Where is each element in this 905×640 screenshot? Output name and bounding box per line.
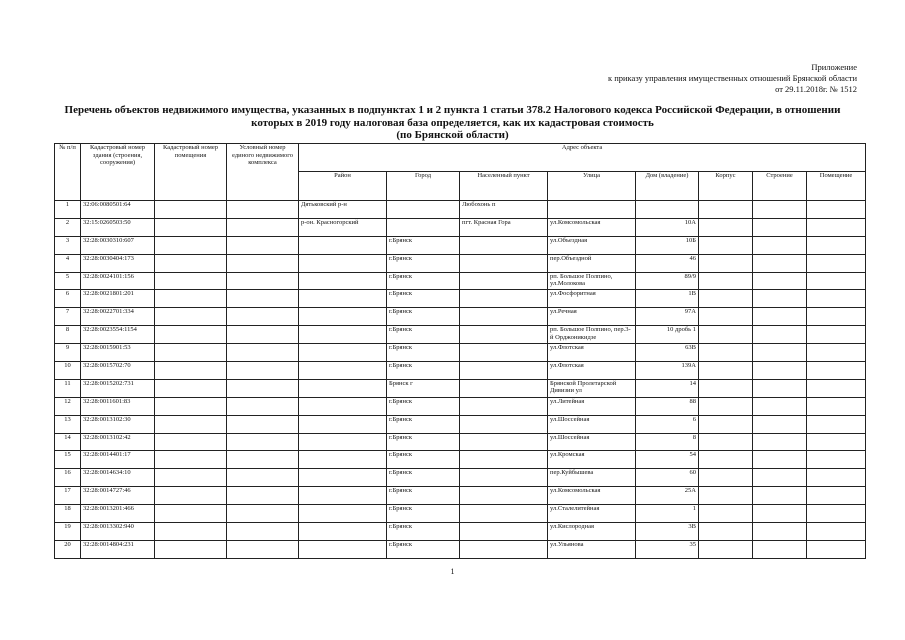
cell-building (753, 362, 807, 380)
cell-district (299, 415, 387, 433)
cell-building (753, 451, 807, 469)
cell-settlement (460, 272, 548, 290)
cell-num: 8 (55, 326, 81, 344)
cell-settlement (460, 290, 548, 308)
table-row (55, 201, 866, 219)
cell-city: г.Брянск (387, 344, 460, 362)
cell-settlement (460, 326, 548, 344)
cell-korpus (699, 290, 753, 308)
cell-room (807, 505, 866, 523)
title-line-3: (по Брянской области) (396, 129, 509, 141)
cell-city: г.Брянск (387, 505, 460, 523)
cell-num: 13 (55, 415, 81, 433)
cell-cad-building: 32:28:0022701:334 (81, 308, 155, 326)
cell-cad-room (155, 290, 227, 308)
document-title (40, 104, 865, 142)
cell-cond-number (227, 201, 299, 219)
cell-settlement (460, 487, 548, 505)
cell-korpus (699, 272, 753, 290)
cell-district (299, 236, 387, 254)
cell-cad-room (155, 254, 227, 272)
cell-street: рп. Большое Полпино, пер.3-й Орджоникидзе (548, 326, 636, 344)
cell-district (299, 362, 387, 380)
cell-cad-building: 32:28:0014727:46 (81, 487, 155, 505)
cell-cad-building: 32:28:0014634:10 (81, 469, 155, 487)
cell-cad-room (155, 236, 227, 254)
cell-house: 8 (636, 433, 699, 451)
cell-num: 2 (55, 218, 81, 236)
cell-korpus (699, 451, 753, 469)
cell-cad-room (155, 272, 227, 290)
cell-cond-number (227, 236, 299, 254)
col-settlement-header: Населенный пункт (460, 172, 548, 201)
cell-korpus (699, 326, 753, 344)
cell-room (807, 254, 866, 272)
cell-building (753, 326, 807, 344)
cell-city: г.Брянск (387, 254, 460, 272)
cell-room (807, 272, 866, 290)
cell-house: 14 (636, 379, 699, 397)
cell-cad-building: 32:28:0013302:940 (81, 523, 155, 541)
cell-street: ул.Ульянова (548, 540, 636, 558)
cell-room (807, 433, 866, 451)
cell-korpus (699, 236, 753, 254)
cell-cad-building: 32:28:0023554:1154 (81, 326, 155, 344)
cell-district (299, 379, 387, 397)
cell-district (299, 487, 387, 505)
cell-city: г.Брянск (387, 272, 460, 290)
cell-street: ул.Кислородная (548, 523, 636, 541)
cell-street: ул.Шоссейная (548, 433, 636, 451)
cell-building (753, 433, 807, 451)
cell-cad-room (155, 362, 227, 380)
cell-district (299, 344, 387, 362)
cell-building (753, 487, 807, 505)
cell-korpus (699, 487, 753, 505)
cell-city: г.Брянск (387, 487, 460, 505)
cell-building (753, 469, 807, 487)
cell-num: 9 (55, 344, 81, 362)
cell-korpus (699, 523, 753, 541)
cell-building (753, 415, 807, 433)
cell-cad-room (155, 308, 227, 326)
table-row (55, 540, 866, 558)
cell-cad-building: 32:28:0030404:173 (81, 254, 155, 272)
cell-house: 46 (636, 254, 699, 272)
table-row (55, 236, 866, 254)
cell-cond-number (227, 379, 299, 397)
cell-district: Дятьковский р-н (299, 201, 387, 219)
cell-settlement (460, 505, 548, 523)
cell-building (753, 272, 807, 290)
cell-cond-number (227, 505, 299, 523)
cell-district (299, 254, 387, 272)
cell-cond-number (227, 469, 299, 487)
cell-district (299, 505, 387, 523)
cell-cad-building: 32:28:0014804:231 (81, 540, 155, 558)
table-row (55, 290, 866, 308)
col-district-header: Район (299, 172, 387, 201)
cell-num: 5 (55, 272, 81, 290)
cell-korpus (699, 505, 753, 523)
col-korpus-header: Корпус (699, 172, 753, 201)
cell-house: 6 (636, 415, 699, 433)
cell-district (299, 433, 387, 451)
cell-room (807, 236, 866, 254)
cell-house: 63В (636, 344, 699, 362)
cell-num: 6 (55, 290, 81, 308)
cell-room (807, 308, 866, 326)
cell-street: ул.Флотская (548, 362, 636, 380)
cell-cond-number (227, 362, 299, 380)
cell-settlement (460, 362, 548, 380)
cell-room (807, 540, 866, 558)
cell-room (807, 218, 866, 236)
cell-settlement (460, 344, 548, 362)
cell-street: ул.Шоссейная (548, 415, 636, 433)
cell-cond-number (227, 290, 299, 308)
cell-room (807, 451, 866, 469)
cell-house: 1В (636, 290, 699, 308)
order-reference (608, 62, 857, 95)
cell-cad-room (155, 201, 227, 219)
cell-district (299, 451, 387, 469)
cell-settlement (460, 451, 548, 469)
cell-street: ул.Речная (548, 308, 636, 326)
cell-settlement (460, 540, 548, 558)
cell-house: 97А (636, 308, 699, 326)
cell-cad-room (155, 469, 227, 487)
cell-cad-room (155, 451, 227, 469)
cell-cond-number (227, 523, 299, 541)
cell-cad-building: 32:28:0015901:53 (81, 344, 155, 362)
cell-num: 1 (55, 201, 81, 219)
cell-district (299, 469, 387, 487)
cell-cad-room (155, 540, 227, 558)
cell-street: ул.Комсомольская (548, 487, 636, 505)
cell-city (387, 201, 460, 219)
col-cad-building-header: Кадастровый номер здания (строения, сооружения) (81, 144, 155, 201)
cell-cad-building: 32:28:0011601:83 (81, 397, 155, 415)
table-row (55, 415, 866, 433)
table-row (55, 451, 866, 469)
cell-cad-room (155, 523, 227, 541)
cell-num: 15 (55, 451, 81, 469)
cell-district (299, 308, 387, 326)
cell-num: 3 (55, 236, 81, 254)
cell-street: ул.Комсомольская (548, 218, 636, 236)
cell-cad-room (155, 344, 227, 362)
order-date-number: от 29.11.2018г. № 1512 (775, 84, 857, 94)
cell-house: 54 (636, 451, 699, 469)
cell-city: г.Брянск (387, 433, 460, 451)
cell-district (299, 397, 387, 415)
cell-city: г.Брянск (387, 326, 460, 344)
cell-city: г.Брянск (387, 397, 460, 415)
cell-street: пер.Куйбышева (548, 469, 636, 487)
cell-street: ул.Фосфоритная (548, 290, 636, 308)
cell-house: 10Б (636, 236, 699, 254)
cell-district: р-он. Красногорский (299, 218, 387, 236)
table-row (55, 469, 866, 487)
table-row (55, 505, 866, 523)
col-cond-number-header: Условный номер единого недвижимого комплекса (227, 144, 299, 201)
cell-city: г.Брянск (387, 290, 460, 308)
cell-korpus (699, 415, 753, 433)
cell-cond-number (227, 344, 299, 362)
table-body (55, 201, 866, 559)
cell-cond-number (227, 397, 299, 415)
cell-settlement (460, 469, 548, 487)
page-number: 1 (450, 567, 455, 576)
cell-settlement (460, 415, 548, 433)
property-register-table (54, 143, 866, 559)
cell-building (753, 523, 807, 541)
cell-settlement: Любохонь п (460, 201, 548, 219)
table-row (55, 397, 866, 415)
cell-num: 19 (55, 523, 81, 541)
cell-num: 7 (55, 308, 81, 326)
cell-cad-room (155, 218, 227, 236)
cell-cad-building: 32:28:0013102:30 (81, 415, 155, 433)
table-row (55, 326, 866, 344)
cell-building (753, 505, 807, 523)
cell-cond-number (227, 254, 299, 272)
cell-num: 10 (55, 362, 81, 380)
cell-building (753, 540, 807, 558)
cell-building (753, 201, 807, 219)
cell-korpus (699, 218, 753, 236)
cell-settlement (460, 523, 548, 541)
cell-house: 1 (636, 505, 699, 523)
cell-cad-building: 32:28:0024101:156 (81, 272, 155, 290)
cell-korpus (699, 379, 753, 397)
cell-city: г.Брянск (387, 540, 460, 558)
cell-cad-room (155, 397, 227, 415)
cell-house: 60 (636, 469, 699, 487)
cell-settlement (460, 308, 548, 326)
col-num-header: № п/п (55, 144, 81, 201)
cell-cad-building: 32:28:0013102:42 (81, 433, 155, 451)
cell-street: рп. Большое Полпино, ул.Молокова (548, 272, 636, 290)
cell-num: 14 (55, 433, 81, 451)
cell-cad-building: 32:28:0013201:466 (81, 505, 155, 523)
cell-cad-room (155, 379, 227, 397)
cell-house: 88 (636, 397, 699, 415)
table-row (55, 523, 866, 541)
cell-room (807, 326, 866, 344)
cell-district (299, 540, 387, 558)
col-house-header: Дом (владение) (636, 172, 699, 201)
table-row (55, 308, 866, 326)
cell-num: 4 (55, 254, 81, 272)
cell-house (636, 201, 699, 219)
cell-city: г.Брянск (387, 308, 460, 326)
cell-cad-room (155, 487, 227, 505)
cell-room (807, 487, 866, 505)
cell-room (807, 397, 866, 415)
cell-building (753, 379, 807, 397)
col-city-header: Город (387, 172, 460, 201)
cell-street: пер.Объездной (548, 254, 636, 272)
cell-building (753, 236, 807, 254)
cell-district (299, 272, 387, 290)
cell-korpus (699, 540, 753, 558)
col-cad-room-header: Кадастровый номер помещения (155, 144, 227, 201)
cell-room (807, 415, 866, 433)
cell-room (807, 469, 866, 487)
cell-district (299, 523, 387, 541)
cell-house: 10 дробь 1 (636, 326, 699, 344)
table-row (55, 218, 866, 236)
cell-cond-number (227, 272, 299, 290)
cell-building (753, 254, 807, 272)
cell-num: 12 (55, 397, 81, 415)
cell-settlement (460, 236, 548, 254)
cell-num: 11 (55, 379, 81, 397)
cell-cad-building: 32:28:0014401:17 (81, 451, 155, 469)
cell-building (753, 308, 807, 326)
cell-cad-building: 32:06:0080501:64 (81, 201, 155, 219)
cell-cond-number (227, 308, 299, 326)
cell-room (807, 344, 866, 362)
title-line-1: Перечень объектов недвижимого имущества, указанных в подпунктах 1 и 2 пункта 1 статьи 378.2 Налогового кодекса Российской Федерации, в отношении (64, 104, 841, 116)
table-row (55, 344, 866, 362)
cell-house: 139А (636, 362, 699, 380)
cell-cad-building: 32:28:0015702:70 (81, 362, 155, 380)
cell-district (299, 290, 387, 308)
cell-num: 20 (55, 540, 81, 558)
table-row (55, 362, 866, 380)
cell-settlement (460, 379, 548, 397)
cell-building (753, 344, 807, 362)
cell-room (807, 523, 866, 541)
cell-num: 16 (55, 469, 81, 487)
cell-korpus (699, 308, 753, 326)
cell-street: ул.Сталелитейная (548, 505, 636, 523)
cell-cad-room (155, 415, 227, 433)
cell-street: ул.Кромская (548, 451, 636, 469)
cell-korpus (699, 433, 753, 451)
cell-korpus (699, 469, 753, 487)
cell-cad-room (155, 326, 227, 344)
table-row (55, 272, 866, 290)
cell-korpus (699, 397, 753, 415)
cell-cad-room (155, 505, 227, 523)
col-street-header: Улица (548, 172, 636, 201)
cell-street: Брянской Пролетарской Дивизии ул (548, 379, 636, 397)
table-row (55, 433, 866, 451)
cell-cond-number (227, 415, 299, 433)
cell-room (807, 362, 866, 380)
cell-building (753, 290, 807, 308)
title-line-2: которых в 2019 году налоговая база определяется, как их кадастровая стоимость (251, 116, 654, 129)
cell-house: 3В (636, 523, 699, 541)
cell-num: 17 (55, 487, 81, 505)
cell-settlement (460, 397, 548, 415)
cell-street (548, 201, 636, 219)
cell-cond-number (227, 451, 299, 469)
cell-num: 18 (55, 505, 81, 523)
col-building-header: Строение (753, 172, 807, 201)
cell-city: г.Брянск (387, 236, 460, 254)
col-room-header: Помещение (807, 172, 866, 201)
cell-cond-number (227, 487, 299, 505)
cell-house: 35 (636, 540, 699, 558)
cell-street: ул.Объездная (548, 236, 636, 254)
cell-cond-number (227, 433, 299, 451)
cell-korpus (699, 254, 753, 272)
cell-house: 89/9 (636, 272, 699, 290)
cell-city: г.Брянск (387, 469, 460, 487)
order-name: к приказу управления имущественных отношений Брянской области (607, 73, 857, 83)
appendix-label: Приложение (811, 62, 857, 72)
cell-district (299, 326, 387, 344)
cell-house: 25А (636, 487, 699, 505)
cell-city (387, 218, 460, 236)
cell-street: ул.Литейная (548, 397, 636, 415)
cell-building (753, 218, 807, 236)
table-row (55, 487, 866, 505)
cell-settlement (460, 254, 548, 272)
cell-korpus (699, 201, 753, 219)
cell-cad-building: 32:28:0030310:607 (81, 236, 155, 254)
cell-room (807, 290, 866, 308)
cell-settlement (460, 433, 548, 451)
cell-city: г.Брянск (387, 362, 460, 380)
cell-cad-building: 32:28:0015202:731 (81, 379, 155, 397)
table-row (55, 254, 866, 272)
cell-city: г.Брянск (387, 523, 460, 541)
cell-cond-number (227, 540, 299, 558)
cell-building (753, 397, 807, 415)
cell-settlement: пгт. Красная Гора (460, 218, 548, 236)
cell-korpus (699, 344, 753, 362)
cell-street: ул.Флотская (548, 344, 636, 362)
cell-city: г.Брянск (387, 415, 460, 433)
table-row (55, 379, 866, 397)
cell-cad-room (155, 433, 227, 451)
address-group-header: Адрес объекта (299, 144, 866, 172)
cell-korpus (699, 362, 753, 380)
cell-cond-number (227, 218, 299, 236)
cell-city: Брянск г (387, 379, 460, 397)
cell-room (807, 379, 866, 397)
cell-city: г.Брянск (387, 451, 460, 469)
cell-house: 10А (636, 218, 699, 236)
cell-cad-building: 32:28:0021801:201 (81, 290, 155, 308)
cell-room (807, 201, 866, 219)
cell-cond-number (227, 326, 299, 344)
cell-cad-building: 32:15:0260503:50 (81, 218, 155, 236)
